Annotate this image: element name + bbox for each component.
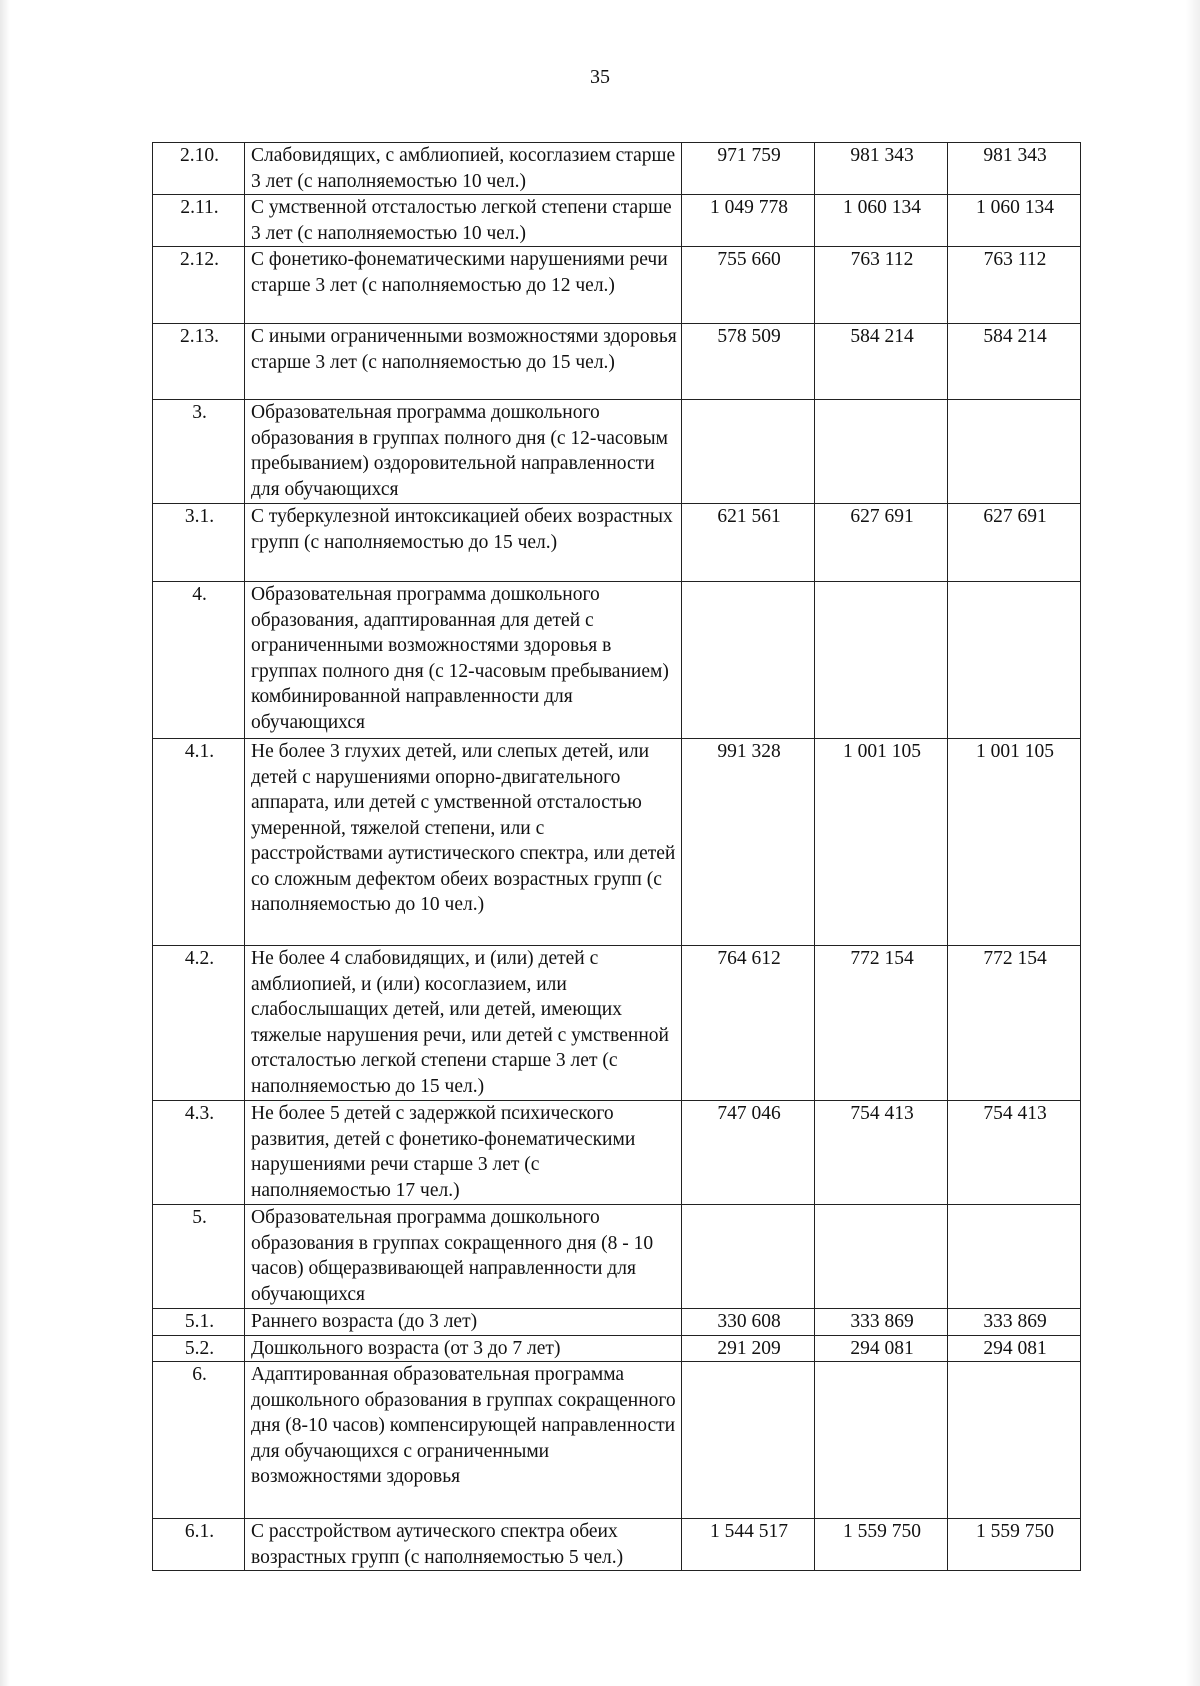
table-row [153, 1362, 1081, 1519]
row-number: 2.12. [153, 247, 245, 324]
scan-edge-right [1186, 0, 1200, 1686]
table-row [153, 582, 1081, 739]
row-number: 2.10. [153, 143, 245, 195]
row-value-1: 1 544 517 [682, 1519, 815, 1571]
row-value-1 [682, 1205, 815, 1309]
table-body [153, 143, 1081, 1571]
table-row [153, 195, 1081, 247]
row-value-1 [682, 1362, 815, 1519]
row-description: Адаптированная образовательная программа дошкольного образования в группах сокращенного дня (8-10 часов) компенсирующей направленности для обучающихся с ограниченными возможностями здоровья [245, 1362, 682, 1519]
row-value-2: 627 691 [815, 504, 948, 582]
row-number: 2.11. [153, 195, 245, 247]
row-number: 3.1. [153, 504, 245, 582]
table-row [153, 1335, 1081, 1362]
row-value-2 [815, 582, 948, 739]
row-description: Не более 3 глухих детей, или слепых детей, или детей с нарушениями опорно-двигательного аппарата, или детей с умственной отсталостью умеренной, тяжелой степени, или с расстройствами аутистического спектра, или детей со сложным дефектом обеих возрастных групп (с наполняемостью до 10 чел.) [245, 739, 682, 946]
row-value-1: 755 660 [682, 247, 815, 324]
row-value-2: 754 413 [815, 1101, 948, 1205]
row-value-1: 747 046 [682, 1101, 815, 1205]
row-number: 5.2. [153, 1335, 245, 1362]
row-value-3: 584 214 [948, 324, 1081, 400]
row-value-2: 294 081 [815, 1335, 948, 1362]
row-description: Не более 5 детей с задержкой психического развития, детей с фонетико-фонематическими нарушениями речи старше 3 лет (с наполняемостью 17 чел.) [245, 1101, 682, 1205]
row-value-3: 333 869 [948, 1309, 1081, 1336]
row-value-2: 772 154 [815, 946, 948, 1101]
row-value-3: 754 413 [948, 1101, 1081, 1205]
page-number: 35 [590, 66, 610, 88]
row-value-2: 763 112 [815, 247, 948, 324]
row-value-2: 333 869 [815, 1309, 948, 1336]
row-description: Слабовидящих, с амблиопией, косоглазием старше 3 лет (с наполняемостью 10 чел.) [245, 143, 682, 195]
row-value-1 [682, 582, 815, 739]
row-value-3: 772 154 [948, 946, 1081, 1101]
row-description: Образовательная программа дошкольного образования в группах сокращенного дня (8 - 10 часов) общеразвивающей направленности для обучающихся [245, 1205, 682, 1309]
table-row [153, 1101, 1081, 1205]
table-row [153, 504, 1081, 582]
row-description: С туберкулезной интоксикацией обеих возрастных групп (с наполняемостью до 15 чел.) [245, 504, 682, 582]
table-row [153, 400, 1081, 504]
row-value-2 [815, 1205, 948, 1309]
row-value-3: 294 081 [948, 1335, 1081, 1362]
scan-edge-left [0, 0, 10, 1686]
row-value-2: 1 060 134 [815, 195, 948, 247]
row-value-1: 1 049 778 [682, 195, 815, 247]
row-value-2: 1 001 105 [815, 739, 948, 946]
table-row [153, 1309, 1081, 1336]
row-value-2: 584 214 [815, 324, 948, 400]
row-value-3 [948, 1205, 1081, 1309]
row-value-1: 330 608 [682, 1309, 815, 1336]
row-description: С умственной отсталостью легкой степени старше 3 лет (с наполняемостью 10 чел.) [245, 195, 682, 247]
row-value-3: 627 691 [948, 504, 1081, 582]
row-description: Не более 4 слабовидящих, и (или) детей с амблиопией, и (или) косоглазием, или слабослышащих детей, или детей, имеющих тяжелые нарушения речи, или детей с умственной отсталостью легкой степени старше 3 лет (с наполняемостью до 15 чел.) [245, 946, 682, 1101]
row-value-1: 764 612 [682, 946, 815, 1101]
row-number: 6. [153, 1362, 245, 1519]
row-description: С фонетико-фонематическими нарушениями речи старше 3 лет (с наполняемостью до 12 чел.) [245, 247, 682, 324]
table-row [153, 1205, 1081, 1309]
row-number: 3. [153, 400, 245, 504]
row-value-1: 621 561 [682, 504, 815, 582]
row-value-1: 991 328 [682, 739, 815, 946]
table-row [153, 1519, 1081, 1571]
row-value-1: 971 759 [682, 143, 815, 195]
row-number: 2.13. [153, 324, 245, 400]
row-description: С расстройством аутического спектра обеих возрастных групп (с наполняемостью 5 чел.) [245, 1519, 682, 1571]
row-number: 5. [153, 1205, 245, 1309]
row-description: Образовательная программа дошкольного образования в группах полного дня (с 12-часовым пребыванием) оздоровительной направленности для обучающихся [245, 400, 682, 504]
row-value-3: 1 559 750 [948, 1519, 1081, 1571]
data-table [152, 142, 1081, 1571]
row-number: 5.1. [153, 1309, 245, 1336]
row-number: 4.2. [153, 946, 245, 1101]
row-value-3 [948, 582, 1081, 739]
row-number: 4.1. [153, 739, 245, 946]
row-value-2 [815, 400, 948, 504]
table-row [153, 247, 1081, 324]
row-description: Раннего возраста (до 3 лет) [245, 1309, 682, 1336]
row-description: Дошкольного возраста (от 3 до 7 лет) [245, 1335, 682, 1362]
row-value-2 [815, 1362, 948, 1519]
row-value-2: 981 343 [815, 143, 948, 195]
row-value-3: 981 343 [948, 143, 1081, 195]
row-description: С иными ограниченными возможностями здоровья старше 3 лет (с наполняемостью до 15 чел.) [245, 324, 682, 400]
row-number: 4. [153, 582, 245, 739]
row-value-3: 1 001 105 [948, 739, 1081, 946]
row-value-3 [948, 1362, 1081, 1519]
table-row [153, 143, 1081, 195]
row-description: Образовательная программа дошкольного образования, адаптированная для детей с ограниченными возможностями здоровья в группах полного дня (с 12-часовым пребыванием) комбинированной направленности для обучающихся [245, 582, 682, 739]
table-row [153, 324, 1081, 400]
row-value-3 [948, 400, 1081, 504]
row-value-1: 291 209 [682, 1335, 815, 1362]
table-row [153, 946, 1081, 1101]
row-value-2: 1 559 750 [815, 1519, 948, 1571]
row-number: 6.1. [153, 1519, 245, 1571]
row-value-3: 763 112 [948, 247, 1081, 324]
row-value-3: 1 060 134 [948, 195, 1081, 247]
row-number: 4.3. [153, 1101, 245, 1205]
row-value-1: 578 509 [682, 324, 815, 400]
table-row [153, 739, 1081, 946]
row-value-1 [682, 400, 815, 504]
